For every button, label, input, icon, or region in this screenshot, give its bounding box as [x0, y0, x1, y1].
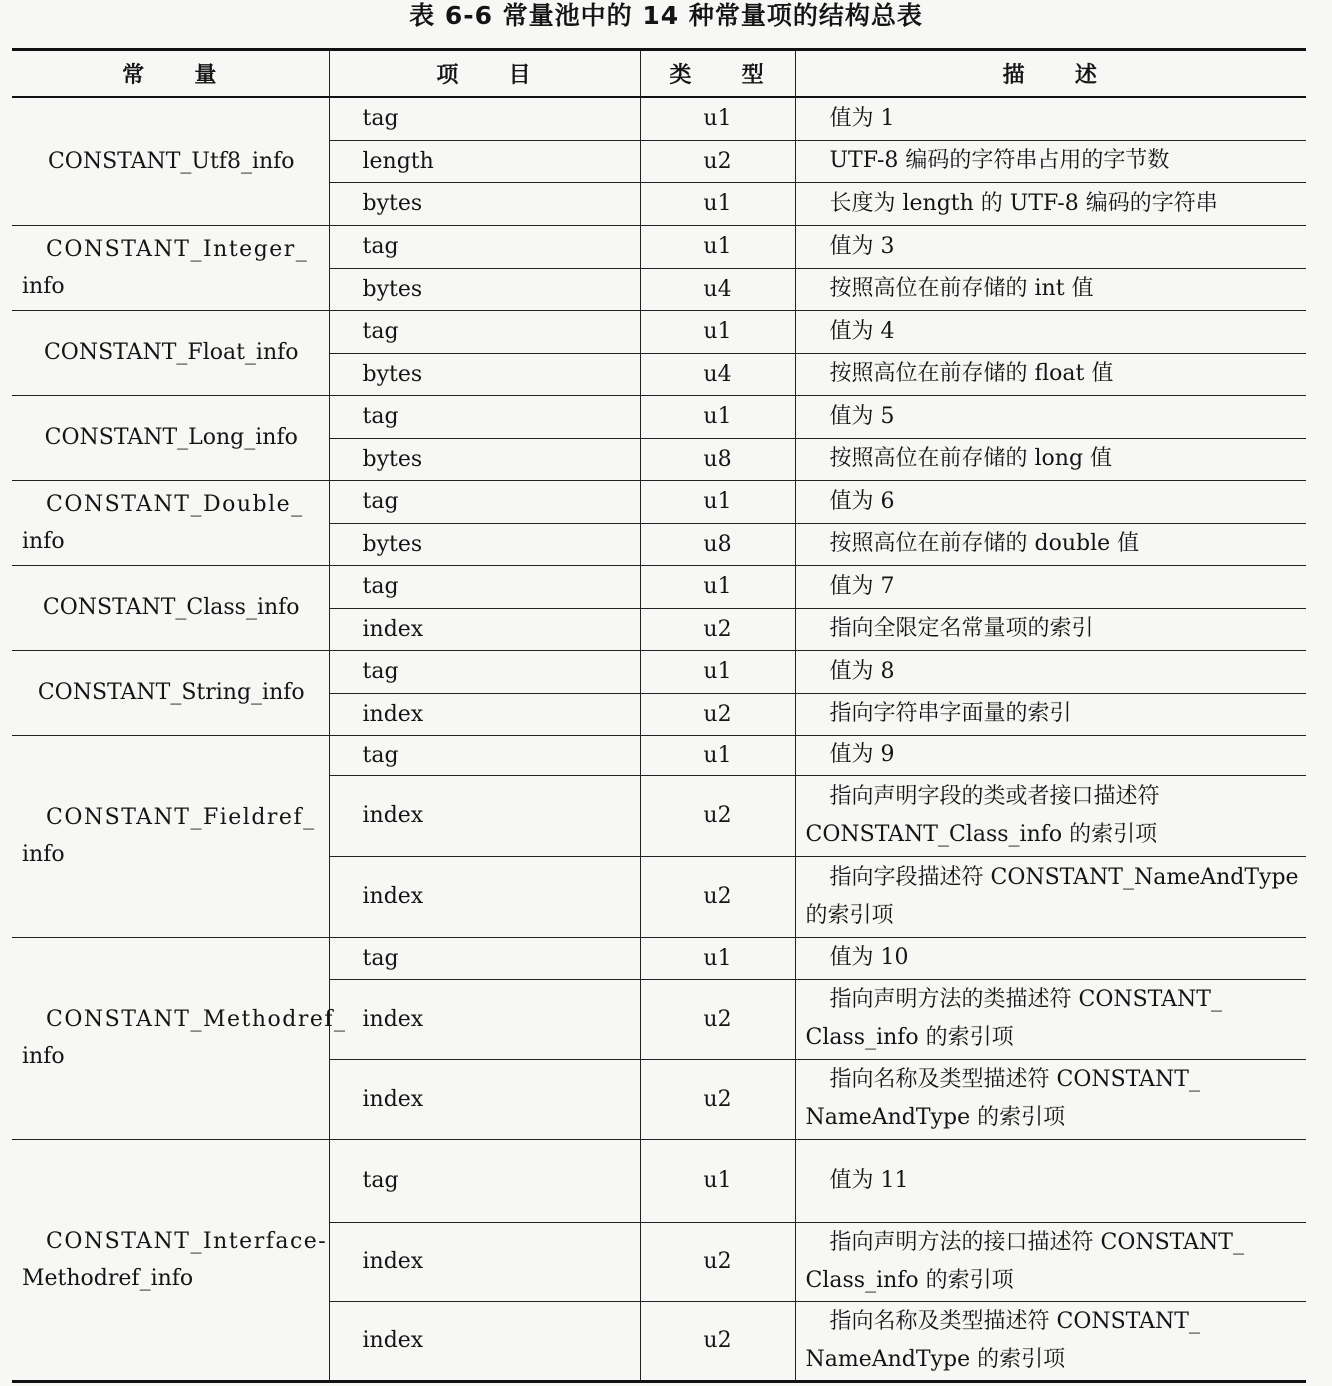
table-row: [12, 480, 1306, 523]
description-cell: [795, 480, 1306, 523]
table-row: [12, 735, 1306, 775]
constant-name-line: CONSTANT_Methodref_: [46, 1007, 347, 1032]
constant-name-line: Methodref_info: [22, 1265, 194, 1291]
table-row: [12, 650, 1306, 693]
constant-name-cell: [12, 735, 329, 937]
description-line: 指向全限定名常量项的索引: [829, 616, 1094, 641]
description-cell: [795, 523, 1306, 565]
item-cell: bytes: [329, 182, 640, 225]
description-cell: [795, 438, 1306, 480]
constant-name-line: CONSTANT_Double_: [46, 491, 304, 517]
constant-name-cell: [12, 565, 329, 650]
description-line: 值为 3: [829, 233, 895, 259]
description-cell: [795, 937, 1306, 979]
constant-name-cell: [12, 225, 329, 310]
constant-name-line: info: [22, 273, 65, 299]
description-line: 值为 7: [829, 573, 895, 599]
description-line: 值为 9: [829, 742, 895, 767]
type-cell: u2: [640, 775, 795, 856]
description-line: 长度为 length 的 UTF-8 编码的字符串: [829, 190, 1218, 216]
type-cell: u4: [640, 353, 795, 395]
description-line: NameAndType 的索引项: [805, 1346, 1066, 1372]
description-cell: [795, 1139, 1306, 1222]
item-cell: tag: [329, 395, 640, 438]
description-line: 值为 6: [829, 488, 895, 514]
description-cell: [795, 775, 1306, 856]
description-line: 指向声明方法的类描述符 CONSTANT_: [829, 987, 1222, 1012]
description-cell: [795, 268, 1306, 310]
description-line: CONSTANT_Class_info 的索引项: [805, 821, 1158, 847]
description-cell: [795, 97, 1306, 140]
table-row: [12, 565, 1306, 608]
item-cell: tag: [329, 650, 640, 693]
table-caption: 表 6-6 常量池中的 14 种常量项的结构总表: [409, 1, 923, 30]
description-line: 值为 1: [829, 105, 895, 131]
description-line: 指向名称及类型描述符 CONSTANT_: [829, 1067, 1200, 1092]
description-line: 值为 10: [829, 945, 909, 970]
description-cell: [795, 565, 1306, 608]
type-cell: u2: [640, 1301, 795, 1381]
item-cell: index: [329, 1059, 640, 1139]
constant-name-cell: [12, 937, 347, 1139]
constant-name-line: CONSTANT_Class_info: [42, 595, 300, 620]
type-cell: u8: [640, 438, 795, 480]
description-line: 值为 11: [829, 1167, 909, 1193]
description-cell: [795, 1301, 1306, 1381]
description-cell: [795, 650, 1306, 693]
description-cell: [795, 140, 1306, 182]
item-cell: index: [329, 979, 640, 1059]
constant-name-cell: [12, 480, 329, 565]
constant-name-line: CONSTANT_Long_info: [44, 425, 298, 450]
constant-name-line: CONSTANT_Integer_: [46, 236, 309, 262]
description-line: 按照高位在前存储的 float 值: [829, 361, 1114, 386]
constant-name-line: info: [22, 528, 65, 554]
table-body: [12, 97, 1306, 1381]
constant-name-line: info: [22, 1044, 65, 1069]
constant-name-cell: [12, 395, 329, 480]
description-cell: [795, 182, 1306, 225]
type-cell: u2: [640, 693, 795, 735]
type-cell: u2: [640, 608, 795, 650]
constant-pool-table: [12, 48, 1306, 1383]
table-row: [12, 395, 1306, 438]
header-item: 项 目: [329, 50, 640, 98]
type-cell: u1: [640, 1139, 795, 1222]
header-constant: 常 量: [12, 50, 329, 98]
constant-name-line: CONSTANT_Utf8_info: [47, 148, 295, 174]
item-cell: index: [329, 775, 640, 856]
type-cell: u1: [640, 97, 795, 140]
constant-name-cell: [12, 1139, 329, 1381]
type-cell: u1: [640, 565, 795, 608]
description-cell: [795, 735, 1306, 775]
description-cell: [795, 608, 1306, 650]
table-row: [12, 97, 1306, 140]
constant-name-line: info: [22, 842, 65, 867]
item-cell: tag: [329, 937, 640, 979]
item-cell: index: [329, 693, 640, 735]
item-cell: index: [329, 856, 640, 937]
constant-name-line: CONSTANT_Fieldref_: [46, 805, 316, 830]
description-line: 按照高位在前存储的 long 值: [829, 446, 1113, 471]
item-cell: bytes: [329, 268, 640, 310]
table-row: [12, 937, 1306, 979]
description-cell: [795, 1222, 1306, 1301]
type-cell: u4: [640, 268, 795, 310]
item-cell: tag: [329, 480, 640, 523]
type-cell: u1: [640, 225, 795, 268]
description-line: NameAndType 的索引项: [805, 1105, 1066, 1130]
item-cell: index: [329, 1222, 640, 1301]
type-cell: u2: [640, 140, 795, 182]
description-line: 按照高位在前存储的 int 值: [829, 276, 1094, 301]
description-line: UTF-8 编码的字符串占用的字节数: [829, 148, 1170, 173]
type-cell: u2: [640, 1059, 795, 1139]
header-description: 描 述: [795, 50, 1306, 98]
description-line: 指向名称及类型描述符 CONSTANT_: [829, 1308, 1200, 1334]
item-cell: tag: [329, 1139, 640, 1222]
description-line: 值为 5: [829, 403, 895, 429]
constant-name-line: CONSTANT_Interface-: [46, 1228, 328, 1254]
item-cell: tag: [329, 565, 640, 608]
type-cell: u1: [640, 395, 795, 438]
item-cell: tag: [329, 310, 640, 353]
type-cell: u1: [640, 650, 795, 693]
item-cell: length: [329, 140, 640, 182]
description-line: 值为 8: [829, 658, 895, 684]
description-line: 值为 4: [829, 318, 895, 344]
description-cell: [795, 310, 1306, 353]
item-cell: tag: [329, 735, 640, 775]
description-cell: [795, 693, 1306, 735]
type-cell: u1: [640, 310, 795, 353]
table-row: [12, 225, 1306, 268]
description-line: Class_info 的索引项: [805, 1267, 1014, 1293]
description-line: 指向字段描述符 CONSTANT_NameAndType: [829, 864, 1299, 890]
item-cell: index: [329, 608, 640, 650]
table-header-row: [12, 50, 1306, 98]
type-cell: u1: [640, 182, 795, 225]
description-cell: [795, 1059, 1306, 1139]
constant-name-cell: [12, 650, 329, 735]
item-cell: index: [329, 1301, 640, 1381]
type-cell: u2: [640, 979, 795, 1059]
type-cell: u2: [640, 1222, 795, 1301]
constant-name-cell: [12, 310, 329, 395]
description-line: 指向声明字段的类或者接口描述符: [829, 783, 1160, 809]
description-cell: [795, 979, 1306, 1059]
constant-name-line: CONSTANT_Float_info: [43, 340, 299, 365]
constant-name-cell: [12, 97, 329, 225]
table-row: [12, 310, 1306, 353]
description-line: 指向字符串字面量的索引: [829, 701, 1072, 726]
description-cell: [795, 225, 1306, 268]
type-cell: u1: [640, 735, 795, 775]
description-line: Class_info 的索引项: [805, 1025, 1014, 1050]
description-cell: [795, 353, 1306, 395]
header-type: 类 型: [640, 50, 795, 98]
item-cell: bytes: [329, 523, 640, 565]
description-line: 指向声明方法的接口描述符 CONSTANT_: [829, 1229, 1244, 1255]
description-cell: [795, 395, 1306, 438]
item-cell: bytes: [329, 438, 640, 480]
item-cell: tag: [329, 225, 640, 268]
type-cell: u2: [640, 856, 795, 937]
type-cell: u8: [640, 523, 795, 565]
description-line: 按照高位在前存储的 double 值: [829, 531, 1140, 556]
table-row: [12, 1139, 1306, 1222]
type-cell: u1: [640, 480, 795, 523]
type-cell: u1: [640, 937, 795, 979]
item-cell: tag: [329, 97, 640, 140]
description-cell: [795, 856, 1306, 937]
constant-name-line: CONSTANT_String_info: [37, 680, 305, 705]
description-line: 的索引项: [805, 902, 894, 928]
item-cell: bytes: [329, 353, 640, 395]
